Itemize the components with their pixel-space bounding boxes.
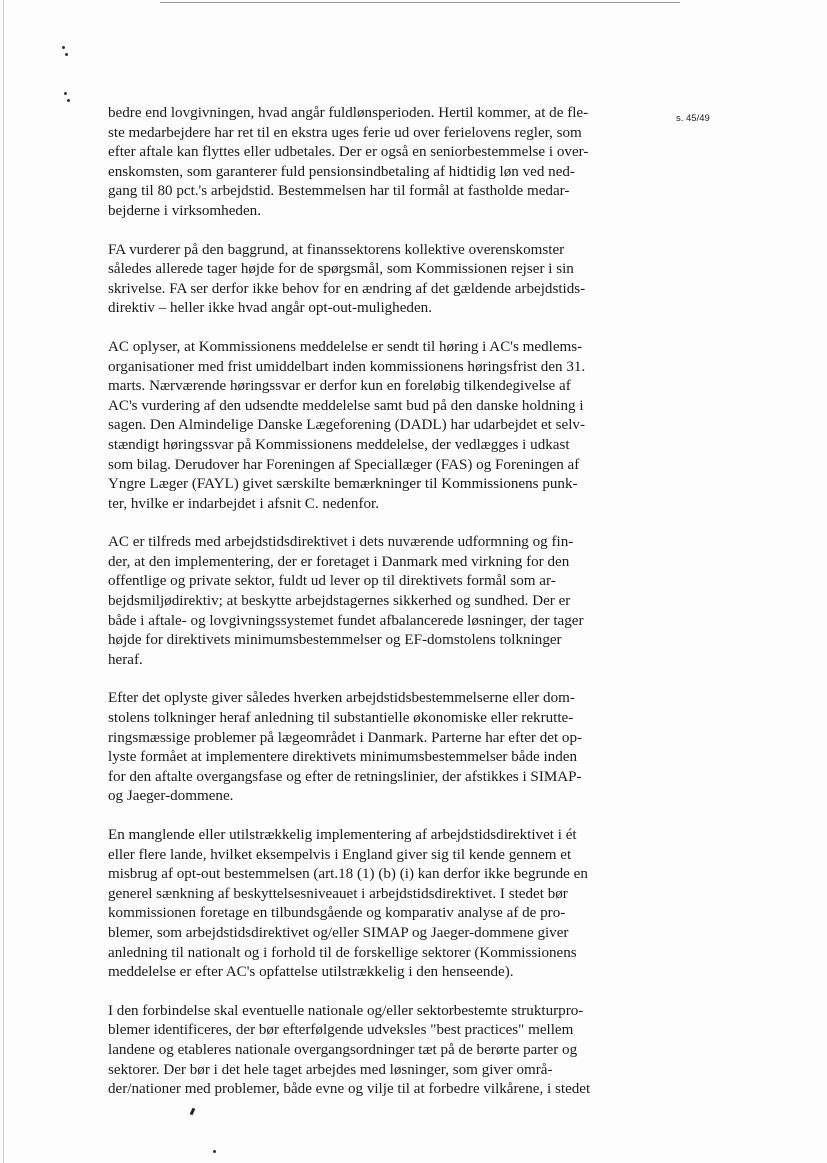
text-line: og Jaeger-dommene. (108, 788, 234, 805)
text-line: kommissionen foretage en tilbundsgående og komparativ analyse af de pro- (108, 905, 566, 922)
paragraph (108, 826, 628, 983)
text-line: Yngre Læger (FAYL) givet særskilte bemærkninger til Kommissionens punk- (108, 476, 578, 493)
paragraph (108, 338, 628, 514)
margin-mark (64, 92, 67, 95)
text-line: som bilag. Derudover har Foreningen af Speciallæger (FAS) og Foreningen af (108, 456, 580, 473)
text-line: sektorer. Der bør i det hele taget arbejdes med løsninger, som giver områ- (108, 1061, 553, 1078)
document-body (108, 104, 628, 1119)
text-line: stændigt høringssvar på Kommissionens meddelelse, der vedlægges i udkast (108, 436, 570, 453)
margin-mark (62, 46, 65, 49)
text-line: ringsmæssige problemer på lægeområdet i Danmark. Parterne har efter det op- (108, 729, 583, 746)
text-line: misbrug af opt-out bestemmelsen (art.18 (1) (b) (i) kan derfor ikke begrunde en (108, 866, 588, 883)
text-line: generel sænkning af beskyttelsesniveauet i arbejdstidsdirektivet. I stedet bør (108, 885, 568, 902)
text-line: bejdsmiljødirektiv; at beskytte arbejdstagernes sikkerhed og sundhed. Der er (108, 593, 571, 610)
text-line: der/nationer med problemer, både evne og vilje til at forbedre vilkårene, i stedet (108, 1081, 591, 1098)
text-line: bejderne i virksomheden. (108, 202, 261, 219)
text-line: lyste formået at implementere direktivets minimumsbestemmelser både inden (108, 749, 578, 766)
paragraph (108, 104, 628, 222)
text-line: enskomsten, som garanterer fuld pensionsindbetaling af hidtidig løn ved ned- (108, 163, 575, 180)
text-line: landene og etableres nationale overgangsordninger tæt på de berørte parter og (108, 1041, 578, 1058)
text-line: ste medarbejdere har ret til en ekstra uges ferie ud over ferielovens regler, som (108, 124, 582, 141)
text-line: anledning til nationalt og i forhold til de forskellige sektorer (Kommissionens (108, 944, 577, 961)
text-line: AC's vurdering af den udsendte meddelelse samt bud på den danske holdning i (108, 397, 584, 414)
text-line: for den aftalte overgangsfase og efter de retningslinier, der afstikkes i SIMAP- (108, 768, 582, 785)
text-line: efter aftale kan flyttes eller udbetales. Der er også en seniorbestemmelse i over- (108, 144, 589, 161)
scan-mark (213, 1150, 216, 1153)
text-line: organisationer med frist umiddelbart inden kommissionens høringsfrist den 31. (108, 358, 586, 375)
text-line: gang til 80 pct.'s arbejdstid. Bestemmelsen har til formål at fastholde medar- (108, 183, 570, 200)
text-line: AC oplyser, at Kommissionens meddelelse er sendt til høring i AC's medlems- (108, 338, 583, 355)
text-line: direktiv – heller ikke hvad angår opt-out-muligheden. (108, 300, 432, 317)
text-line: eller flere lande, hvilket eksempelvis i England giver sig til kende gennem et (108, 846, 572, 863)
paragraph (108, 533, 628, 670)
text-line: både i aftale- og lovgivningssystemet fundet afbalancerede løsninger, der tager (108, 612, 584, 629)
text-line: offentlige og private sektor, fuldt ud lever op til direktivets formål som ar- (108, 573, 556, 590)
text-line: marts. Nærværende høringssvar er derfor kun en foreløbig tilkendegivelse af (108, 378, 571, 395)
text-line: En manglende eller utilstrækkelig implementering af arbejdstidsdirektivet i ét (108, 827, 577, 843)
page-reference: s. 45/49 (676, 113, 710, 124)
text-line: bedre end lovgivningen, hvad angår fuldlønsperioden. Hertil kommer, at de fle- (108, 105, 589, 121)
text-line: således allerede tager højde for de spørgsmål, som Kommissionen rejser i sin (108, 261, 574, 278)
text-line: højde for direktivets minimumsbestemmelser og EF-domstolens tolkninger (108, 632, 562, 649)
text-line: blemer identificeres, der bør efterfølgende udveksles "best practices" mellem (108, 1022, 574, 1039)
text-line: stolens tolkninger heraf anledning til substantielle økonomiske eller rekrutte- (108, 710, 574, 727)
paragraph (108, 1002, 628, 1100)
text-line: AC er tilfreds med arbejdstidsdirektivet i dets nuværende udformning og fin- (108, 534, 574, 551)
margin-mark (67, 99, 70, 102)
scan-edge (3, 0, 4, 1163)
margin-mark (65, 53, 68, 56)
text-line: skrivelse. FA ser derfor ikke behov for en ændring af det gældende arbejdstids- (108, 280, 586, 297)
text-line: meddelelse er efter AC's opfattelse utilstrækkelig i den henseende). (108, 964, 514, 981)
paragraph (108, 241, 628, 319)
paragraph (108, 689, 628, 807)
text-line: sagen. Den Almindelige Danske Lægeforening (DADL) har udarbejdet et selv- (108, 417, 585, 434)
text-line: I den forbindelse skal eventuelle nationale og/eller sektorbestemte strukturpro- (108, 1002, 584, 1019)
text-line: FA vurderer på den baggrund, at finanssektorens kollektive overenskomster (108, 241, 565, 258)
text-line: Efter det oplyste giver således hverken arbejdstidsbestemmelserne eller dom- (108, 690, 575, 707)
top-rule (160, 2, 680, 3)
text-line: blemer, som arbejdstidsdirektivet og/eller SIMAP og Jaeger-dommene giver (108, 924, 569, 941)
text-line: heraf. (108, 651, 143, 668)
text-line: ter, hvilke er indarbejdet i afsnit C. nedenfor. (108, 495, 379, 512)
text-line: der, at den implementering, der er foretaget i Danmark med virkning for den (108, 553, 570, 570)
